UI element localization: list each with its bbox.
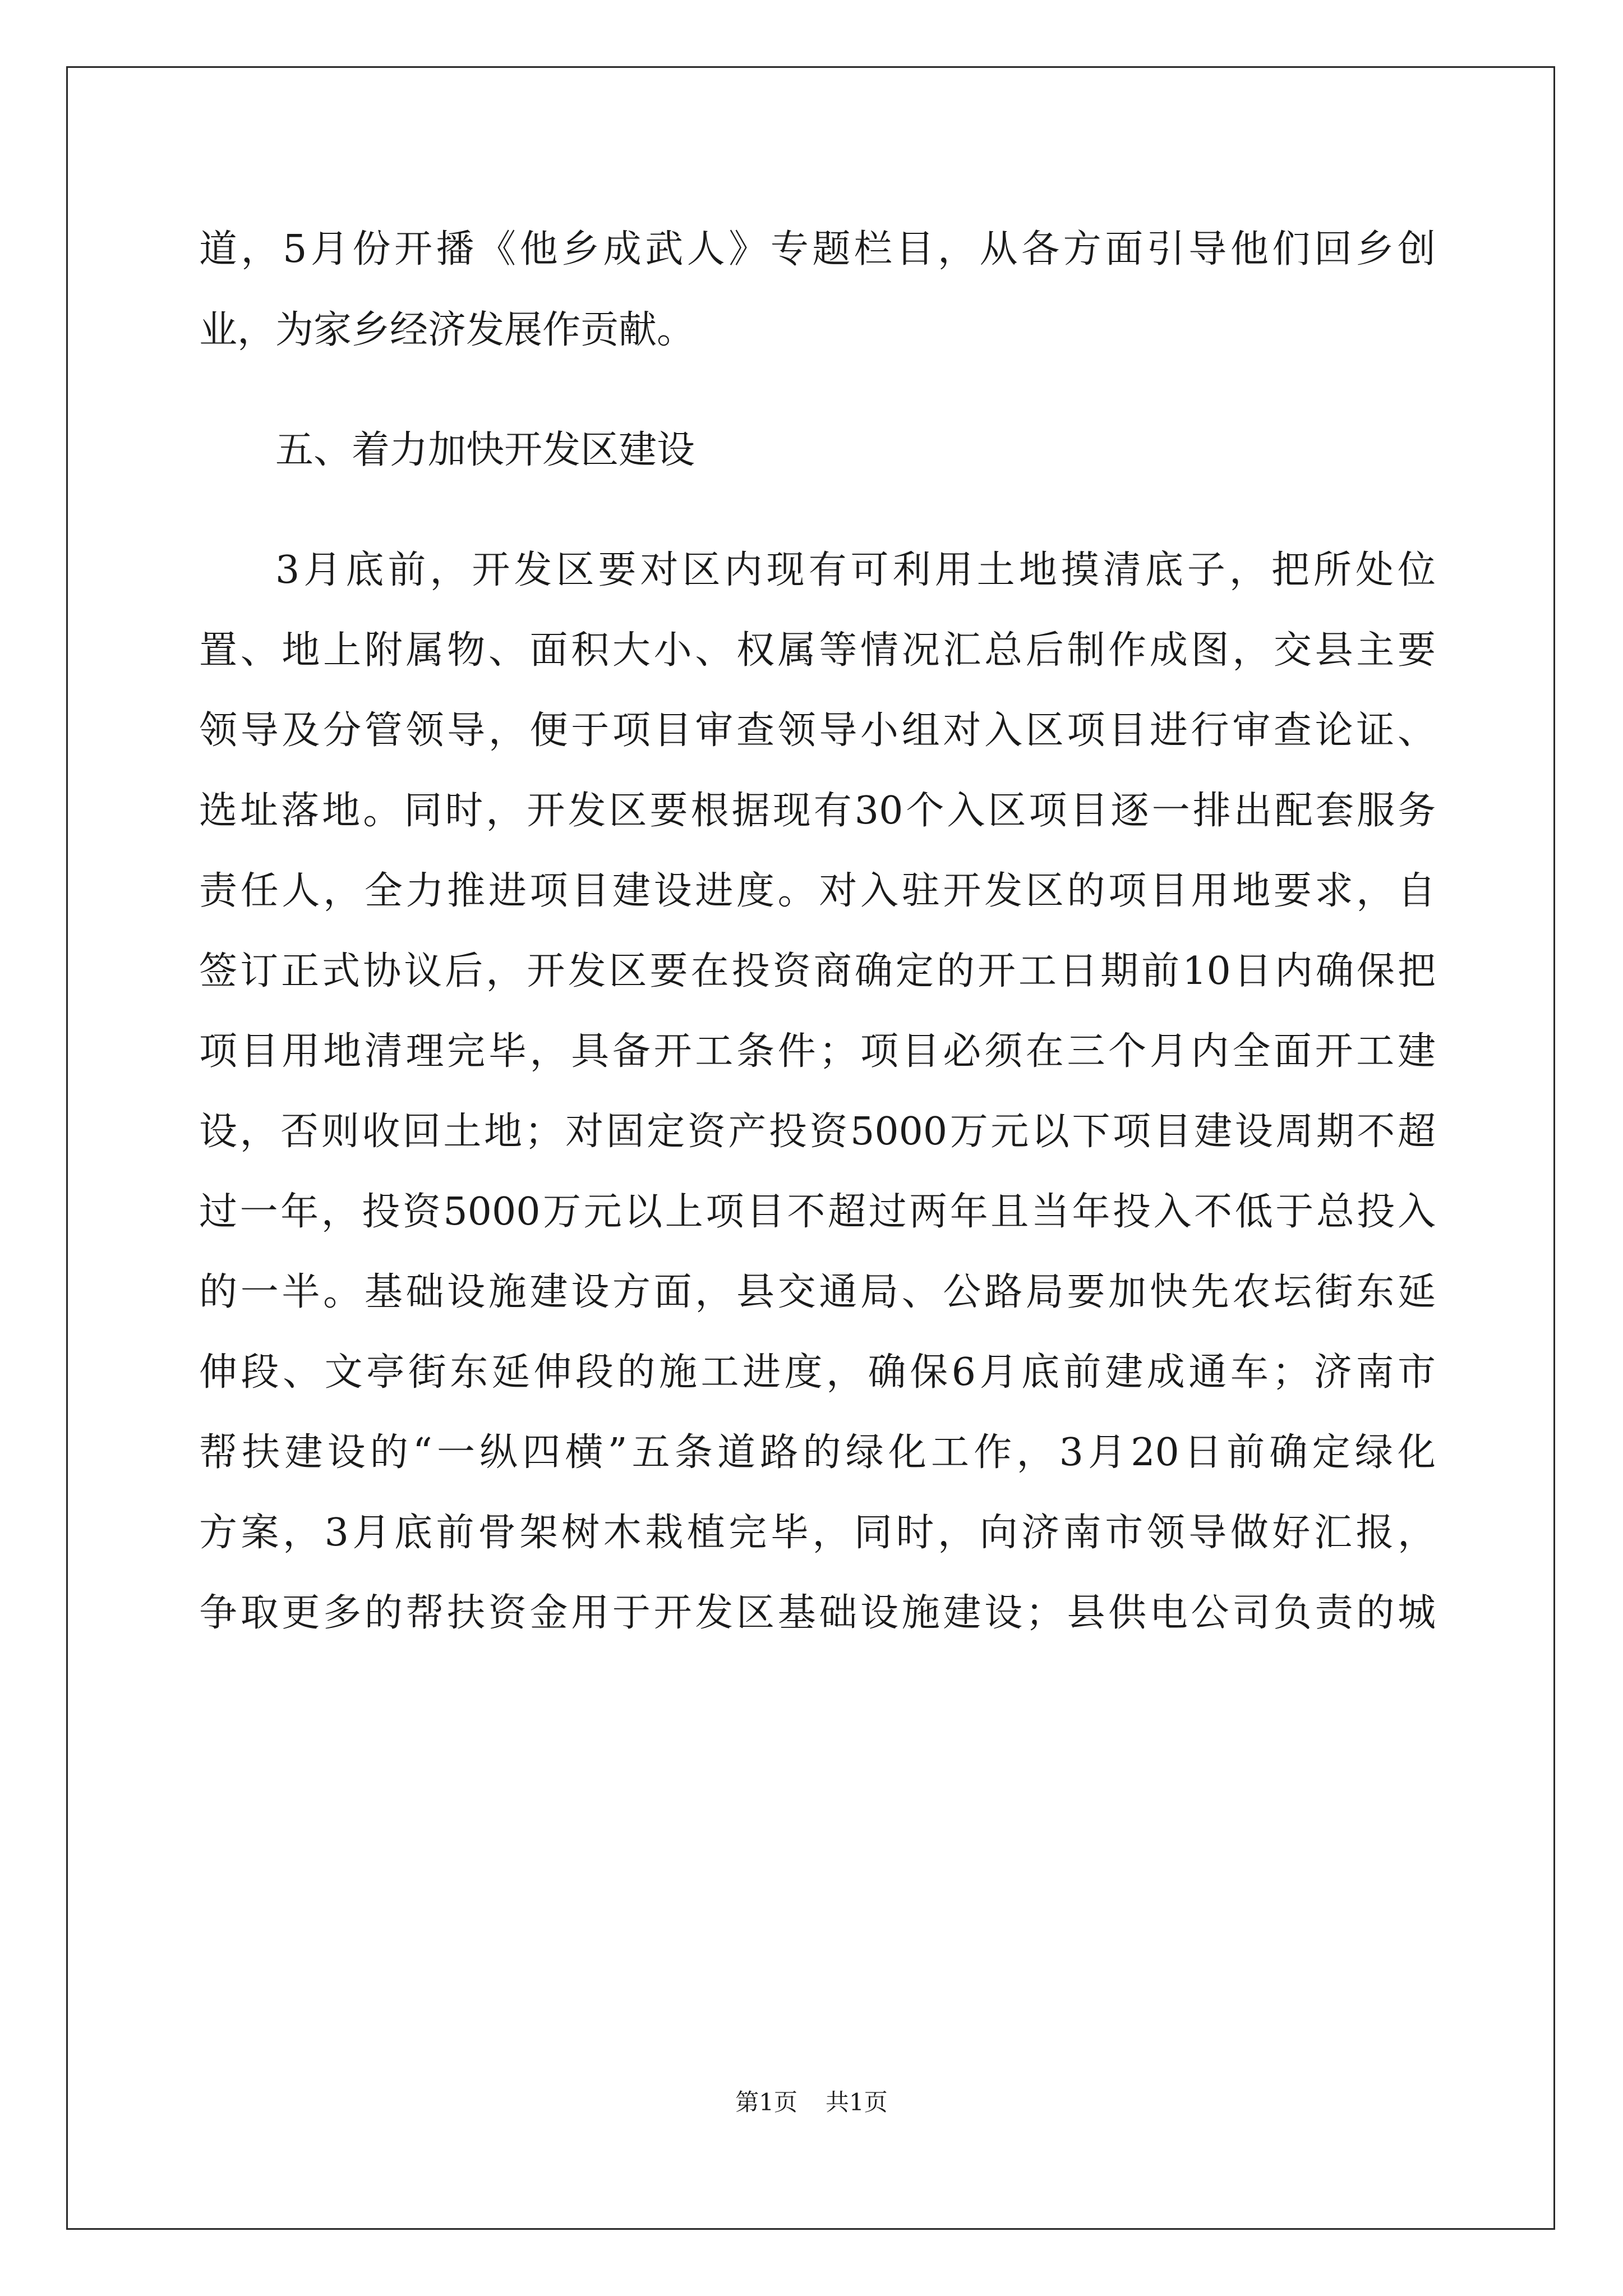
text-line: 的一半。基础设施建设方面，县交通局、公路局要加快先农坛街东延: [199, 1270, 1436, 1314]
text-line: 3月底前，开发区要对区内现有可利用土地摸清底子，把所处位: [275, 548, 1436, 592]
text-line: 领导及分管领导，便于项目审查领导小组对入区项目进行审查论证、: [199, 708, 1436, 753]
text-line: 过一年，投资5000万元以上项目不超过两年且当年投入不低于总投入: [199, 1190, 1436, 1234]
text-line: 设，否则收回土地；对固定资产投资5000万元以下项目建设周期不超: [199, 1110, 1436, 1154]
text-line: 方案，3月底前骨架树木栽植完毕，同时，向济南市领导做好汇报，: [199, 1511, 1436, 1555]
text-line: 责任人，全力推进项目建设进度。对入驻开发区的项目用地要求，自: [199, 869, 1436, 913]
text-line: 置、地上附属物、面积大小、权属等情况汇总后制作成图，交县主要: [199, 628, 1436, 673]
page-number: 第1页: [735, 2088, 797, 2116]
text-line: 伸段、文亭街东延伸段的施工进度，确保6月底前建成通车；济南市: [199, 1350, 1436, 1395]
text-line: 业，为家乡经济发展作贡献。: [199, 308, 695, 352]
text-line: 项目用地清理完毕，具备开工条件；项目必须在三个月内全面开工建: [199, 1029, 1436, 1074]
page-total: 共1页: [826, 2088, 888, 2116]
section-heading: 五、着力加快开发区建设: [275, 428, 695, 472]
text-line: 选址落地。同时，开发区要根据现有30个入区项目逐一排出配套服务: [199, 789, 1436, 833]
page-footer: [0, 2086, 1623, 2119]
text-line: 签订正式协议后，开发区要在投资商确定的开工日期前10日内确保把: [199, 949, 1436, 993]
text-line: 争取更多的帮扶资金用于开发区基础设施建设；县供电公司负责的城: [199, 1591, 1436, 1635]
text-line: 道，5月份开播《他乡成武人》专题栏目，从各方面引导他们回乡创: [199, 227, 1436, 272]
text-line: 帮扶建设的“一纵四横”五条道路的绿化工作，3月20日前确定绿化: [199, 1430, 1436, 1475]
